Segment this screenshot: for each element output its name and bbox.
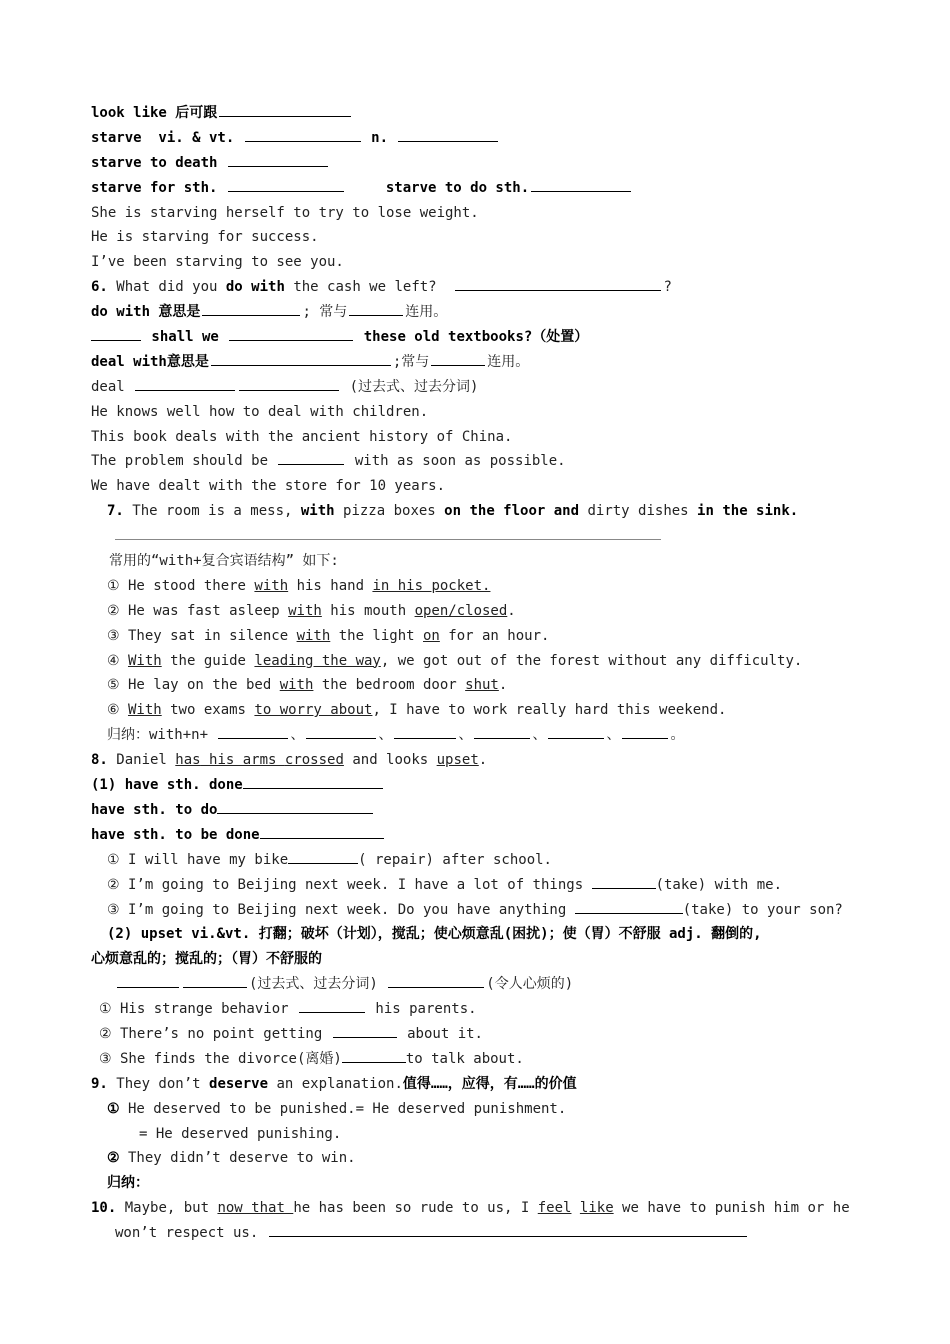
text: ① I will have my bike	[107, 851, 289, 868]
text: ① His strange behavior	[99, 1001, 297, 1018]
answer-blank[interactable]	[474, 724, 530, 739]
translation-line	[91, 524, 881, 549]
keyword: do with	[225, 279, 285, 296]
example-sentence: We have dealt with the store for 10 years.	[91, 478, 446, 495]
answer-blank[interactable]	[115, 529, 661, 540]
answer-blank[interactable]	[306, 724, 376, 739]
text: we have to punish him or he	[613, 1200, 850, 1217]
underlined-text: with	[254, 577, 289, 594]
example-sentence: He knows well how to deal with children.	[91, 403, 429, 420]
text: two exams	[161, 702, 255, 719]
text: shall we	[143, 329, 228, 346]
text: his parents.	[366, 1001, 477, 1018]
answer-blank[interactable]	[245, 127, 361, 142]
text: for an hour.	[439, 627, 550, 644]
answer-blank[interactable]	[183, 973, 247, 988]
answer-blank[interactable]	[342, 1048, 406, 1063]
answer-blank[interactable]	[91, 326, 141, 341]
text: They don’t	[107, 1075, 210, 1092]
underlined-text: upset	[436, 752, 479, 769]
answer-blank[interactable]	[575, 899, 683, 914]
text: , I have to work really hard this weekend.	[372, 702, 727, 719]
text: 常用的“with+复合宾语结构” 如下:	[109, 553, 339, 570]
upset-example-3	[91, 1047, 881, 1072]
deserve-summary: 归纳：	[107, 1175, 149, 1192]
text: the guide	[161, 652, 255, 669]
separator: 、	[606, 727, 621, 744]
with-example-4	[91, 649, 881, 674]
line-starve-for	[91, 176, 881, 201]
text: (过去式、过去分词)	[249, 976, 387, 993]
question-10	[91, 1196, 881, 1221]
text: these old textbooks?（处置）	[355, 329, 589, 346]
text: starve vi. & vt.	[91, 129, 243, 146]
answer-blank[interactable]	[349, 301, 403, 316]
separator: 、	[290, 727, 305, 744]
underlined-text: his arms	[200, 752, 285, 769]
question-number: 9.	[91, 1075, 108, 1092]
underlined-text: in his pocket.	[372, 577, 491, 594]
text: deal	[91, 378, 134, 395]
upset-example-1	[91, 997, 881, 1022]
have-example-3	[91, 898, 881, 923]
with-summary	[91, 723, 881, 748]
answer-blank[interactable]	[431, 351, 485, 366]
keyword: on the floor and	[444, 503, 580, 520]
text: ③ They sat in silence	[107, 627, 297, 644]
keyword: in the sink.	[697, 503, 799, 520]
answer-blank[interactable]	[229, 326, 353, 341]
text: ④	[107, 652, 128, 669]
question-9	[91, 1072, 881, 1097]
question-number: 6.	[91, 279, 108, 296]
text: He deserved to be punished.= He deserved punishment.	[119, 1100, 567, 1117]
text: They didn’t deserve to win.	[119, 1150, 356, 1167]
underlined-text: now that	[217, 1200, 294, 1217]
have-done	[91, 773, 881, 798]
underlined-text: crossed	[284, 752, 344, 769]
text: ① He stood there	[107, 577, 255, 594]
answer-blank[interactable]	[202, 301, 300, 316]
text: What did you	[107, 279, 226, 296]
text: have sth. to do	[91, 801, 218, 818]
answer-blank[interactable]	[398, 127, 498, 142]
answer-blank[interactable]	[219, 102, 351, 117]
underlined-text: leading the way	[254, 652, 381, 669]
text: (1) have sth. done	[91, 777, 243, 794]
text: Daniel	[107, 752, 176, 769]
text: starve to death	[91, 154, 226, 171]
deserve-example-1	[91, 1097, 881, 1122]
answer-blank[interactable]	[217, 799, 373, 814]
text: The room is a mess,	[123, 503, 301, 520]
answer-blank[interactable]	[228, 152, 328, 167]
text: he has been so rude to us, I	[293, 1200, 538, 1217]
underlined-text: open/closed	[414, 602, 508, 619]
text: and looks	[343, 752, 437, 769]
answer-blank[interactable]	[592, 874, 656, 889]
underlined-text: With	[127, 702, 162, 719]
text: .	[507, 602, 516, 619]
upset-definition-cont: 心烦意乱的；搅乱的；（胃）不舒服的	[91, 951, 322, 968]
example-sentence: He is starving for success.	[91, 229, 319, 246]
text: the bedroom door	[313, 677, 466, 694]
text: ( repair) after school.	[358, 851, 552, 868]
text: starve to do sth.	[385, 179, 530, 196]
line-starve-to-death	[91, 151, 881, 176]
question-number: 8.	[91, 752, 108, 769]
answer-blank[interactable]	[117, 973, 179, 988]
text: .	[498, 677, 508, 694]
text: (take) to your son?	[682, 901, 843, 918]
text: have sth. to be done	[91, 826, 260, 843]
separator: 、	[378, 727, 393, 744]
answer-blank[interactable]	[228, 177, 344, 192]
text: 连用。	[487, 353, 530, 370]
text	[571, 1200, 579, 1216]
line-deal-forms	[91, 375, 881, 400]
text: Maybe, but	[116, 1200, 218, 1217]
answer-blank[interactable]	[548, 724, 604, 739]
text: .	[478, 752, 488, 769]
keyword: with	[300, 503, 335, 520]
text: , we got out of the forest without any difficulty.	[380, 652, 803, 669]
answer-blank[interactable]	[278, 450, 344, 465]
have-to-do	[91, 798, 881, 823]
line-do-with	[91, 300, 881, 325]
upset-definition: (2) upset vi.&vt. 打翻；破坏（计划），搅乱；使心烦意乱(困扰)；使（胃）不舒服 adj. 翻倒的,	[107, 926, 762, 943]
text: the cash we left?	[284, 279, 454, 296]
question-number: 10.	[91, 1200, 117, 1217]
answer-blank[interactable]	[394, 724, 456, 739]
with-example-2	[91, 599, 881, 624]
text: look like 后可跟	[91, 105, 218, 121]
with-example-3	[91, 624, 881, 649]
text: ② I’m going to Beijing next week. I have a lot of things	[107, 876, 592, 893]
deserve-example-1b: = He deserved punishing.	[139, 1125, 342, 1142]
have-example-2	[91, 873, 881, 898]
text: ② There’s no point getting	[99, 1025, 331, 1042]
answer-blank[interactable]	[243, 774, 383, 789]
answer-blank[interactable]	[455, 276, 661, 291]
line-look-like	[91, 101, 881, 126]
underlined-text: with	[296, 627, 331, 644]
underlined-text: feel	[537, 1200, 572, 1217]
text: his mouth	[321, 602, 415, 619]
text: dirty dishes	[579, 503, 698, 520]
with-example-6	[91, 698, 881, 723]
answer-blank[interactable]	[218, 724, 288, 739]
answer-blank[interactable]	[211, 351, 391, 366]
text: (令人心烦的)	[486, 976, 574, 993]
answer-blank[interactable]	[333, 1023, 397, 1038]
text: ⑤ He lay on the bed	[107, 677, 280, 694]
answer-blank[interactable]	[388, 973, 484, 988]
text: to talk about.	[405, 1050, 524, 1067]
keyword: deserve	[209, 1075, 269, 1092]
answer-blank[interactable]	[531, 177, 631, 192]
separator: 、	[532, 727, 547, 744]
question-8	[91, 748, 881, 773]
upset-forms	[91, 972, 881, 997]
have-example-1	[91, 848, 881, 873]
text: 连用。	[405, 304, 448, 321]
answer-blank[interactable]	[288, 849, 358, 864]
worksheet-page	[91, 101, 881, 1246]
text: ③ She finds the divorce(离婚)	[99, 1050, 342, 1067]
example-sentence: This book deals with the ancient history of China.	[91, 428, 513, 445]
with-example-5	[91, 673, 881, 698]
answer-blank[interactable]	[260, 824, 384, 839]
text: pizza boxes	[334, 503, 445, 520]
question-7	[91, 499, 881, 524]
text: The problem should be	[91, 453, 277, 470]
text: deal with意思是	[91, 353, 209, 370]
separator: 、	[458, 727, 473, 744]
with-example-1	[91, 574, 881, 599]
text: ③ I’m going to Beijing next week. Do you have anything	[107, 901, 575, 918]
answer-blank[interactable]	[622, 724, 668, 739]
text: 。	[670, 727, 685, 744]
text: about it.	[398, 1025, 483, 1042]
answer-blank[interactable]	[135, 376, 235, 391]
line-shall-we	[91, 325, 881, 350]
text: do with 意思是	[91, 304, 201, 321]
question-6	[91, 275, 881, 300]
text: with as soon as possible.	[346, 453, 566, 470]
question-10-cont	[91, 1221, 881, 1246]
answer-blank[interactable]	[299, 998, 365, 1013]
text: an explanation.	[268, 1075, 403, 1092]
upset-example-2	[91, 1022, 881, 1047]
underlined-text: with	[279, 677, 314, 694]
text: the light	[330, 627, 423, 644]
definition: 值得……，应得，有……的价值	[402, 1075, 577, 1092]
text: ② He was fast asleep	[107, 602, 289, 619]
text: 归纳：with+n+	[107, 727, 217, 744]
marker: ①	[107, 1100, 120, 1117]
text: starve for sth.	[91, 179, 226, 196]
underlined-text: like	[579, 1200, 614, 1217]
answer-blank[interactable]	[239, 376, 339, 391]
have-to-be-done	[91, 823, 881, 848]
text: won’t respect us.	[115, 1225, 267, 1242]
text: (take) with me.	[655, 876, 782, 893]
line-starve	[91, 126, 881, 151]
answer-blank[interactable]	[269, 1222, 747, 1237]
with-structure-heading	[91, 549, 881, 574]
marker: ②	[107, 1150, 120, 1167]
underlined-text: to worry about	[254, 702, 373, 719]
text: n.	[362, 129, 397, 146]
example-sentence: I’ve been starving to see you.	[91, 254, 344, 271]
underlined-text: With	[127, 652, 162, 669]
text: ?	[663, 279, 672, 296]
underlined-text: with	[288, 602, 322, 619]
text: his hand	[288, 577, 373, 594]
question-number: 7.	[107, 503, 124, 520]
line-deal-with	[91, 350, 881, 375]
underlined-text: on	[423, 627, 440, 644]
text: ; 常与	[302, 304, 348, 321]
text: ⑥	[107, 702, 128, 719]
example-sentence: She is starving herself to try to lose weight.	[91, 204, 479, 221]
text: ;常与	[392, 353, 430, 370]
text: (过去式、过去分词)	[341, 378, 479, 395]
example-sentence	[91, 449, 881, 474]
deserve-example-2	[91, 1146, 881, 1171]
underlined-text: shut	[465, 677, 499, 694]
underlined-text: has	[175, 752, 201, 769]
